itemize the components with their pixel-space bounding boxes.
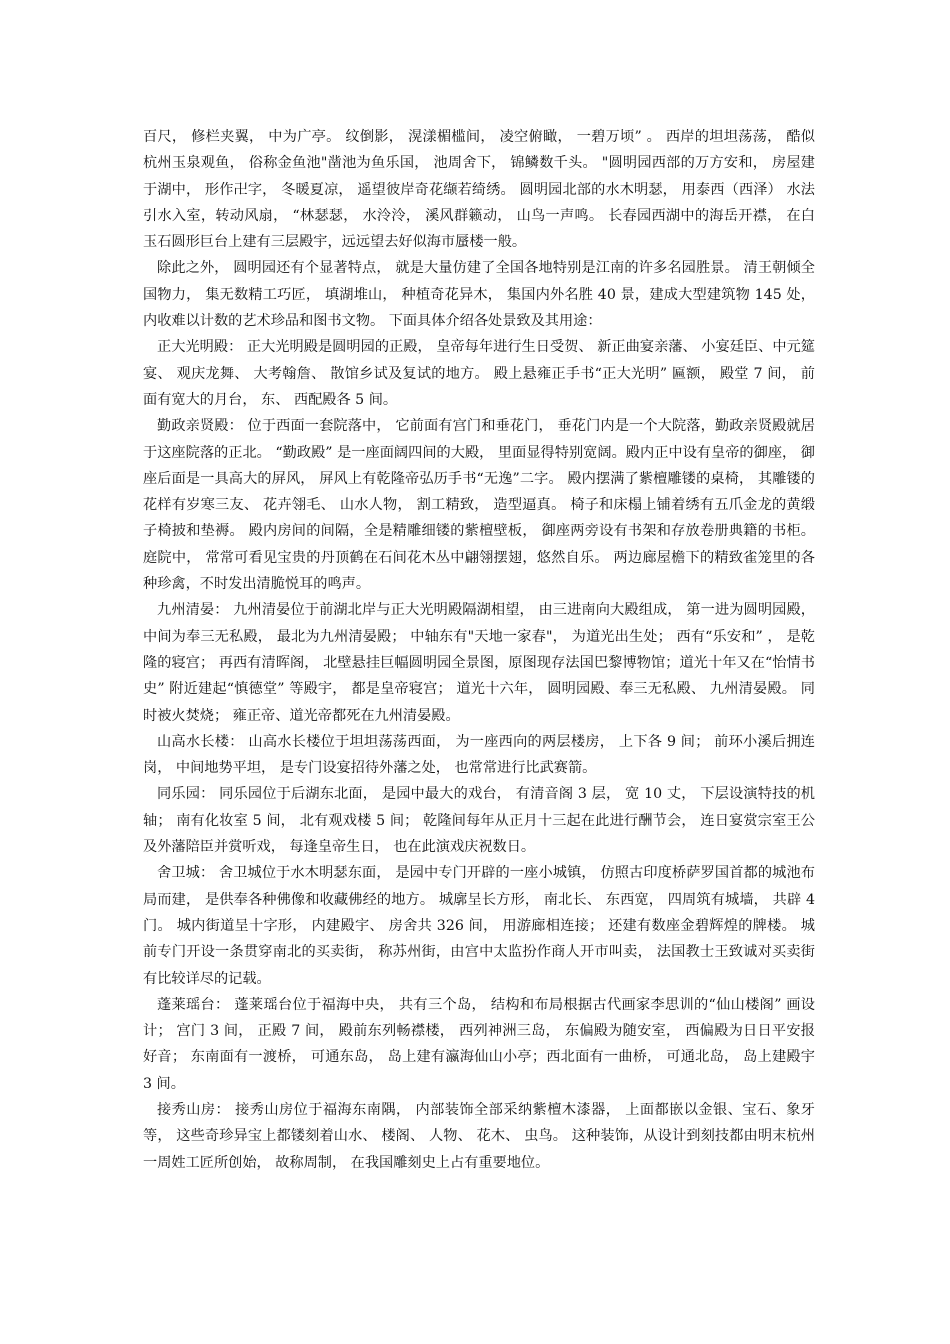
paragraph-penglai-yaotai: 蓬莱瑶台： 蓬莱瑶台位于福海中央， 共有三个岛， 结构和布局根据古代画家李思训的“仙山楼阁” 画设计； 宫门 3 间， 正殿 7 间， 殿前东列畅襟楼， 西列神洲三岛， 东偏殿为随安室， 西偏殿为日日平安报好音； 东南面有一渡桥， 可通东岛， 岛上建有瀛海仙山小亭；西北面有一曲桥， 可通北岛， 岛上建殿宇 3 间。 bbox=[143, 996, 815, 1092]
paragraph-features-intro: 除此之外， 圆明园还有个显著特点， 就是大量仿建了全国各地特别是江南的许多名园胜景。 清王朝倾全国物力， 集无数精工巧匠， 填湖堆山， 种植奇花异木， 集国内外名胜 40 景，建成大型建筑物 145 处， 内收难以计数的艺术珍品和图书文物。 下面具体介绍各处景致及其用途： bbox=[143, 260, 815, 330]
paragraph-tongle-yuan: 同乐园： 同乐园位于后湖东北面， 是园中最大的戏台， 有清音阁 3 层， 宽 10 丈， 下层设演特技的机轴； 南有化妆室 5 间， 北有观戏楼 5 间； 乾隆间每年从正月十三起在此进行酬节会， 连日宴赏宗室王公及外藩陪臣并赏听戏， 每逢皇帝生日， 也在此演戏庆祝数日。 bbox=[143, 786, 815, 856]
paragraph-shangao-shuichang: 山高水长楼： 山高水长楼位于坦坦荡荡西面， 为一座西向的两层楼房， 上下各 9 间； 前环小溪后拥连岗， 中间地势平坦， 是专门设宴招待外藩之处， 也常常进行比武赛箭。 bbox=[143, 733, 815, 777]
paragraph-jiexiu-shanfang: 接秀山房： 接秀山房位于福海东南隅， 内部装饰全部采纳紫檀木漆器， 上面都嵌以金银、宝石、象牙等， 这些奇珍异宝上都镂刻着山水、 楼阁、 人物、 花木、 虫鸟。 这种装饰，从设计到刻技都由明末杭州一周姓工匠所创始， 故称周制， 在我国雕刻史上占有重要地位。 bbox=[143, 1101, 815, 1171]
paragraph-jiuzhou-qingyan: 九州清晏： 九州清晏位于前湖北岸与正大光明殿隔湖相望， 由三进南向大殿组成， 第一进为圆明园殿， 中间为奉三无私殿， 最北为九州清晏殿； 中轴东有"天地一家春"， 为道光出生处； 西有“乐安和” ， 是乾隆的寝宫； 再西有清晖阁， 北壁悬挂巨幅圆明园全景图，原图现存法国巴黎博物馆；道光十年又在“怡情书史” 附近建起“慎德堂” 等殿宇， 都是皇帝寝宫； 道光十六年， 圆明园殿、奉三无私殿、 九州清晏殿。 同时被火焚烧； 雍正帝、道光帝都死在九州清晏殿。 bbox=[143, 602, 815, 724]
paragraph-shewei-cheng: 舍卫城： 舍卫城位于水木明瑟东面， 是园中专门开辟的一座小城镇， 仿照古印度桥萨罗国首都的城池布局而建， 是供奉各种佛像和收藏佛经的地方。 城廓呈长方形， 南北长、 东西宽， 四周筑有城墙， 共辟 4 门。 城内街道呈十字形， 内建殿宇、 房舍共 326 间， 用游廊相连接； 还建有数座金碧辉煌的牌楼。 城前专门开设一条贯穿南北的买卖街， 称苏州街，由宫中太监扮作商人开市叫卖， 法国教士王致诚对买卖街有比较详尽的记载。 bbox=[143, 865, 815, 987]
paragraph-qinzheng-qinxian: 勤政亲贤殿： 位于西面一套院落中， 它前面有宫门和垂花门， 垂花门内是一个大院落，勤政亲贤殿就居于这座院落的正北。 “勤政殿” 是一座面阔四间的大殿， 里面显得特别宽阔。殿内正中设有皇帝的御座， 御座后面是一具高大的屏风， 屏风上有乾隆帝弘历手书“无逸”二字。 殿内摆满了紫檀雕镂的桌椅， 其雕镂的花样有岁寒三友、 花卉翎毛、 山水人物， 割工精致， 造型逼真。 椅子和床榻上铺着绣有五爪金龙的黄缎子椅披和垫褥。 殿内房间的间隔，全是精雕细镂的紫檀壁板， 御座两旁设有书架和存放卷册典籍的书柜。 庭院中， 常常可看见宝贵的丹顶鹤在石间花木丛中翩翎摆翅，悠然自乐。 两边廊屋檐下的精致雀笼里的各种珍禽，不时发出清脆悦耳的鸣声。 bbox=[143, 418, 815, 593]
document-body bbox=[143, 124, 815, 1176]
paragraph-gardens-continued: 百尺， 修栏夹翼， 中为广亭。 纹倒影， 滉漾楣槛间， 凌空俯瞰， 一碧万顷” 。 西岸的坦坦荡荡， 酷似杭州玉泉观鱼， 俗称金鱼池"凿池为鱼乐国， 池周舍下， 锦鳞数千头。 "圆明园西部的万方安和， 房屋建于湖中， 形作卍字， 冬暖夏凉， 遥望彼岸奇花缬若绮绣。 圆明园北部的水木明瑟， 用泰西（西泽） 水法引水入室，转动风扇， “林瑟瑟， 水泠泠， 溪风群籁动， 山鸟一声鸣。 长春园西湖中的海岳开襟， 在白玉石圆形巨台上建有三层殿宇，远远望去好似海市蜃楼一般。 bbox=[143, 129, 815, 251]
paragraph-zhengda-guangming: 正大光明殿： 正大光明殿是圆明园的正殿， 皇帝每年进行生日受贺、 新正曲宴亲藩、 小宴廷臣、中元筵宴、 观庆龙舞、 大考翰詹、 散馆乡试及复试的地方。 殿上悬雍正手书“正大光明” 匾额， 殿堂 7 间， 前面有宽大的月台， 东、 西配殿各 5 间。 bbox=[143, 339, 815, 408]
